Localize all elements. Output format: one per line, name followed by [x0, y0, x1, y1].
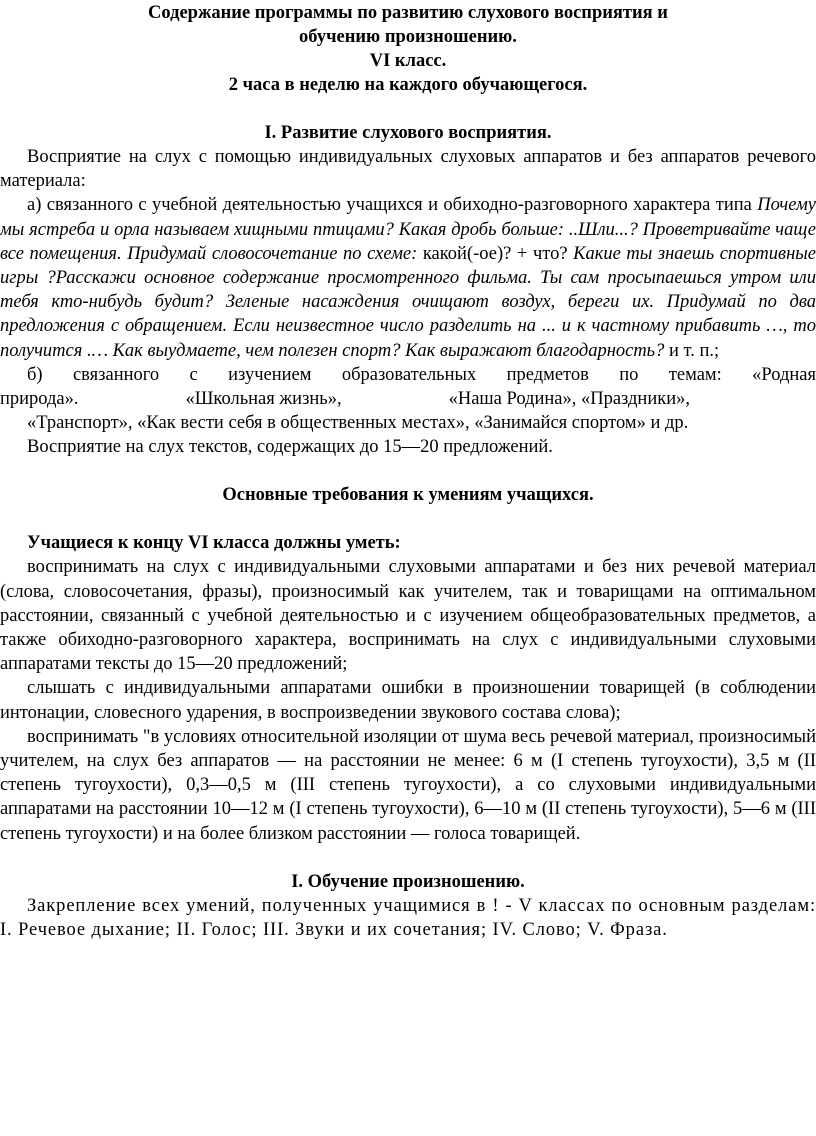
requirement-item-2: слышать с индивидуальными аппаратами ошибки в произношении товарищей (в соблюдении интонации, словесного ударения, в воспроизведении звукового состава слова); [0, 678, 816, 723]
title-line-3: VI класс. [369, 51, 447, 71]
title-line-2: обучению произношению. [299, 27, 517, 47]
hearing-item-b-line3: «Транспорт», «Как вести себя в общественных местах», «Занимайся спортом» и др. [27, 413, 689, 434]
item-b-col3: «Наша Родина», «Праздники», [448, 389, 690, 410]
item-a-italic-2: Какие ты знаешь спортивные игры ?Расскажи основное содержание просмотренного фильма. Ты сам просыпаешься утром или тебя кто-нибудь будит? Зеленые насаждения очищают воздух, береги их. Придумай по два предложения с обращением. Если неизвестное число разделить на ... и к частному прибавить …, то получится .… Как выудмаете, чем полезен спорт? Как выражают благодарность? [0, 243, 816, 361]
hearing-item-a [0, 193, 816, 362]
title-line-1: Содержание программы по развитию слухового восприятия и [148, 3, 668, 23]
pronunciation-text: Закрепление всех умений, полученных учащимися в ! - V классах по основным разделам: I. Речевое дыхание; II. Голос; III. Звуки и их сочетания; IV. Слово; V. Фраза. [0, 895, 816, 941]
section-heading-pronunciation: I. Обучение произношению. [291, 871, 525, 892]
hearing-intro: Восприятие на слух с помощью индивидуальных слуховых аппаратов и без аппаратов речевого материала: [0, 147, 816, 192]
requirement-item-1: воспринимать на слух с индивидуальными слуховыми аппаратами и без них речевой материал (слова, словосочетания, фразы), произносимый как учителем, так и товарищами на оптимальном расстоянии, связанный с учебной деятельностью и с изучением общеобразовательных предметов, а также обиходно-разговорного характера, воспринимать на слух с индивидуальными слуховыми аппаратами тексты до 15—20 предложений; [0, 557, 816, 675]
hearing-texts: Восприятие на слух текстов, содержащих до 15—20 предложений. [27, 437, 553, 458]
requirements-subheading: Учащиеся к концу VI класса должны уметь: [27, 533, 401, 554]
requirement-item-3: воспринимать "в условиях относительной изоляции от шума весь речевой материал, произносимый учителем, на слух без аппаратов — на расстоянии не менее: 6 м (I степень тугоухости), 3,5 м (II степень тугоухости), 0,3—0,5 м (III степень тугоухости), а со слуховыми индивидуальными аппаратами на расстоянии 10—12 м (I степень тугоухости), 6—10 м (II степень тугоухости), 5—6 м (III степень тугоухости) и на более близком расстоянии — голоса товарищей. [0, 726, 816, 844]
hearing-item-b-line1: б) связанного с изучением образовательных предметов по темам: «Родная [27, 364, 816, 385]
item-b-col2: «Школьная жизнь», [185, 389, 342, 410]
item-a-italic-1: Почему мы ястреба и орла называем хищными птицами? Какая дробь больше: ..Шли...? Проветривайте чаще все помещения. Придумай словосочетание по схеме: [0, 195, 816, 264]
title-line-4: 2 часа в неделю на каждого обучающегося. [228, 75, 588, 95]
item-a-prefix: а) связанного с учебной деятельностью учащихся и обиходно-разговорного характера типа [27, 195, 758, 216]
document-title [0, 0, 816, 97]
item-a-suffix: и т. п.; [664, 340, 720, 361]
requirements-heading: Основные требования к умениям учащихся. [222, 485, 594, 506]
item-b-col1: природа». [0, 389, 79, 410]
section-heading-hearing: I. Развитие слухового восприятия. [264, 123, 552, 143]
hearing-item-b-line2 [0, 387, 816, 411]
item-a-normal: какой(-ое)? + что? [417, 243, 574, 264]
